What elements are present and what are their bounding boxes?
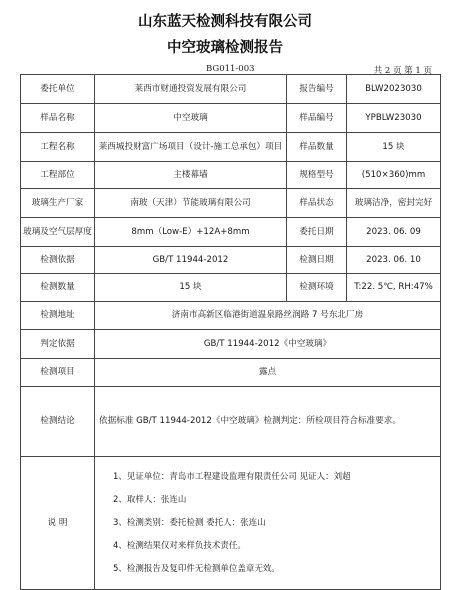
sample-name-value: 中空玻璃 [95, 104, 287, 133]
manufacturer-value: 南玻（天津）节能玻璃有限公司 [95, 189, 287, 218]
address-value: 济南市高新区临港街道温泉路丝润路 7 号东北厂房 [95, 302, 441, 330]
report-title: 中空玻璃检测报告 [167, 39, 283, 56]
client-value: 莱西市财通投资发展有限公司 [95, 75, 287, 104]
environment-value: T:22. 5℃, RH:47% [347, 274, 441, 302]
note-item: 5、检测报告及复印件无检测单位盖章无效。 [113, 563, 280, 574]
table-row [21, 387, 441, 457]
table-row [21, 330, 441, 359]
note-item: 1、见证单位：青岛市工程建设监理有限责任公司 见证人：刘超 [113, 471, 351, 482]
sample-no-label: 样品编号 [287, 104, 347, 133]
test-date-value: 2023. 06. 10 [347, 247, 441, 274]
manufacturer-label: 玻璃生产厂家 [21, 189, 95, 218]
commission-date-label: 委托日期 [287, 218, 347, 247]
table-row [21, 274, 441, 302]
report-table [20, 74, 441, 590]
table-row [21, 189, 441, 218]
conclusion-value: 依据标准 GB/T 11944-2012《中空玻璃》检测判定：所检项目符合标准要求。 [95, 387, 441, 457]
note-item: 4、检测结果仅对来样负技术责任。 [113, 540, 246, 551]
spec-value: (510×360)mm [347, 162, 441, 189]
project-value: 莱西城投财富广场项目（设计-施工总承包）项目 [95, 133, 287, 162]
report-no-label: 报告编号 [287, 75, 347, 104]
sample-name-label: 样品名称 [21, 104, 95, 133]
test-date-label: 检测日期 [287, 247, 347, 274]
page-info: 共 2 页 第 1 页 [373, 66, 432, 76]
table-row [21, 218, 441, 247]
note-item: 2、取样人：张连山 [113, 494, 187, 505]
table-row [21, 359, 441, 387]
basis-value: GB/T 11944-2012 [95, 247, 287, 274]
test-qty-value: 15 块 [95, 274, 287, 302]
basis-label: 检测依据 [21, 247, 95, 274]
table-row [21, 457, 441, 590]
sample-qty-value: 15 块 [347, 133, 441, 162]
notes-list [95, 457, 441, 590]
judgment-value: GB/T 11944-2012《中空玻璃》 [95, 330, 441, 359]
address-label: 检测地址 [21, 302, 95, 330]
company-name: 山东蓝天检测科技有限公司 [138, 13, 312, 30]
table-row [21, 162, 441, 189]
test-qty-label: 检测数量 [21, 274, 95, 302]
notes-label: 说 明 [21, 457, 95, 590]
item-label: 检测项目 [21, 359, 95, 387]
judgment-label: 判定依据 [21, 330, 95, 359]
item-value: 露点 [95, 359, 441, 387]
commission-date-value: 2023. 06. 09 [347, 218, 441, 247]
table-row [21, 75, 441, 104]
sample-qty-label: 样品数量 [287, 133, 347, 162]
table-row [21, 302, 441, 330]
report-no-value: BLW2023030 [347, 75, 441, 104]
sample-state-value: 玻璃洁净，密封完好 [347, 189, 441, 218]
document-code: BG011-003 [206, 64, 255, 74]
table-row [21, 104, 441, 133]
environment-label: 检测环境 [287, 274, 347, 302]
location-value: 主楼幕墙 [95, 162, 287, 189]
note-item: 3、检测类别：委托检测 委托人：张连山 [113, 517, 266, 528]
location-label: 工程部位 [21, 162, 95, 189]
table-row [21, 247, 441, 274]
glass-thickness-value: 8mm（Low-E）+12A+8mm [95, 218, 287, 247]
glass-thickness-label: 玻璃及空气层厚度 [21, 218, 95, 247]
sample-state-label: 样品状态 [287, 189, 347, 218]
spec-label: 规格型号 [287, 162, 347, 189]
project-label: 工程名称 [21, 133, 95, 162]
client-label: 委托单位 [21, 75, 95, 104]
table-row [21, 133, 441, 162]
conclusion-label: 检测结论 [21, 387, 95, 457]
sample-no-value: YPBLW23030 [347, 104, 441, 133]
